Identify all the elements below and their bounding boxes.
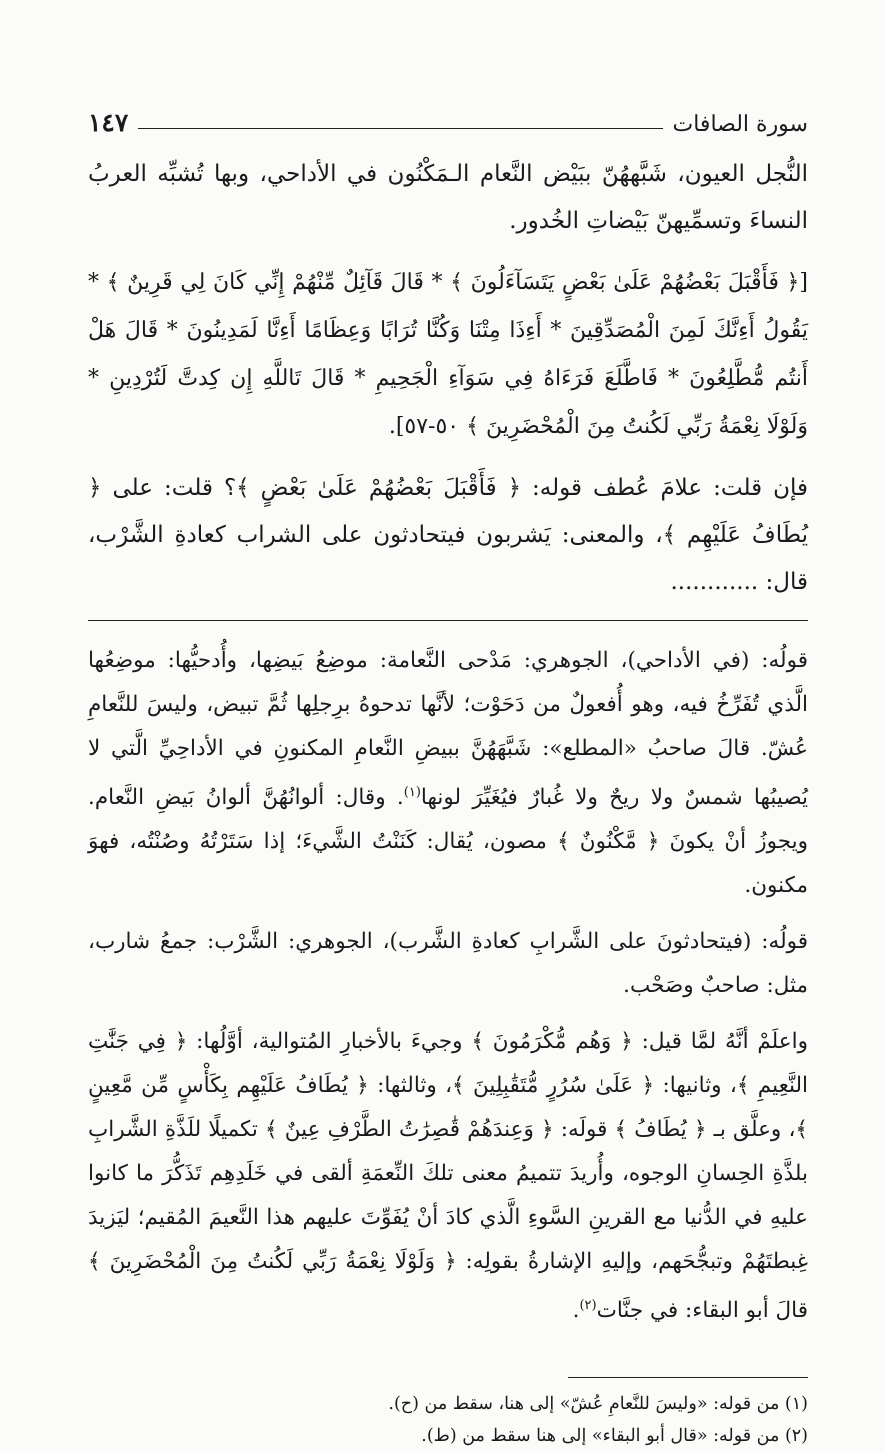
commentary-paragraph-2: قولُه: (فيتحادثونَ على الشَّرابِ كعادةِ الشَّرب)، الجوهري: الشَّرْب: جمعُ شارب، مثل: صاحبٌ وصَحْب. <box>88 929 808 999</box>
commentary-text: قولُه: (في الأداحي)، الجوهري: مَدْحى النَّعامة: موضِعُ بَيضِها، وأُدحيُّها: موضِعُها الَّذي تُفَرِّخُ فيه، وهو أُفعولٌ من دَحَوْت؛ لأنَّها تدحوهُ برِجلِها ثُمَّ تبيض، وليسَ للنَّعامِ عُشّ. قالَ صاحبُ «المطلع»: شَبَّهَهُنَّ ببيضِ النَّعامِ المكنونِ في الأداحِيِّ الَّتي لا يُصيبُها شمسٌ ولا ريحٌ ولا غُبارٌ فيُغَيِّرَ لونها <box>88 648 808 811</box>
commentary-paragraph-1 <box>88 639 808 908</box>
running-header <box>88 108 808 137</box>
footnotes <box>88 1388 808 1452</box>
commentary-text: . وقال: ألوانُهُنَّ ألوانُ بَيضِ النَّعام. ويجوزُ أنْ يكونَ ﴿ مَّكْنُونٌ ﴾ مصون، يُقال: كَنَنْتُ الشَّيءَ؛ إذا سَتَرْتُهُ وصُنْتُه، فهوَ مكنون. <box>88 785 808 899</box>
commentary-text: واعلَمْ أنَّهُ لمَّا قيل: ﴿ وَهُم مُّكْرَمُونَ ﴾ وجيءَ بالأخبارِ المُتوالية، أوَّلُها: ﴿ فِي جَنَّٰتِ النَّعِيمِ ﴾، وثانيها: ﴿ عَلَىٰ سُرُرٍ مُّتَقَٰبِلِينَ ﴾، وثالثها: ﴿ يُطَافُ عَلَيْهِم بِكَأْسٍ مِّن مَّعِينٍ ﴾، وعلَّق بـ ﴿ يُطَافُ ﴾ قولَه: ﴿ وَعِندَهُمْ قَٰصِرَٰتُ الطَّرْفِ عِينٌ ﴾ تكميلًا للَذَّةِ الشَّرابِ بلذَّةِ الحِسانِ الوجوه، وأُريدَ تتميمُ معنى تلكَ النِّعمَةِ ألقى في خَلَدِهِم تَذَكُّرَ ما كانوا عليهِ في الدُّنيا مع القرينِ السَّوءِ الَّذي كادَ أنْ يُفَوِّتَ عليهم هذا النَّعيمَ المُقيم؛ ليَزيدَ غِبطتَهُمْ وتبجُّحَهم، وإليهِ الإشارةُ بقولِه: ﴿ وَلَوْلَا نِعْمَةُ رَبِّي لَكُنتُ مِنَ الْمُحْضَرِينَ ﴾ قالَ أبو البقاء: في جنَّات <box>88 1029 808 1324</box>
footnote-mark-1: (١) <box>403 785 421 800</box>
footnote-1: (١) من قوله: «وليسَ للنَّعامِ عُشّ» إلى هنا، سقط من (ح). <box>388 1394 808 1415</box>
commentary-separator <box>88 620 808 621</box>
header-rule <box>138 128 662 129</box>
main-paragraph-1: النُّجل العيون، شَبَّههُنّ ببَيْض النَّعام الـمَكْنُون في الأداحي، وبها تُشبِّه العربُ النساءَ وتسمِّيهنّ بَيْضاتِ الخُدور. <box>88 161 808 234</box>
footnote-2: (٢) من قوله: «قال أبو البقاء» إلى هنا سقط من (ط). <box>421 1426 808 1447</box>
page-number: ١٤٧ <box>88 108 129 137</box>
quran-verses: [﴿ فَأَقْبَلَ بَعْضُهُمْ عَلَىٰ بَعْضٍ يَتَسَآءَلُونَ ﴾ * قَالَ قَآئِلٌ مِّنْهُمْ إِنِّي كَانَ لِي قَرِينٌ ﴾ * يَقُولُ أَءِنَّكَ لَمِنَ الْمُصَدِّقِينَ * أَءِذَا مِتْنَا وَكُنَّا تُرَابًا وَعِظَامًا أَءِنَّا لَمَدِينُونَ * قَالَ هَلْ أَنتُم مُّطَّلِعُونَ * فَاطَّلَعَ فَرَءَاهُ فِي سَوَآءِ الْجَحِيمِ * قَالَ تَاللَّهِ إِن كِدتَّ لَتُرْدِينِ * وَلَوْلَا نِعْمَةُ رَبِّي لَكُنتُ مِنَ الْمُحْضَرِينَ ﴾ ٥٠-٥٧]. <box>88 270 808 439</box>
main-text <box>88 151 808 606</box>
footnote-mark-2: (٢) <box>579 1298 597 1314</box>
commentary-paragraph-3 <box>88 1020 808 1333</box>
page <box>88 108 808 1452</box>
commentary-text: . <box>572 1298 580 1324</box>
footnote-separator <box>568 1377 808 1378</box>
main-paragraph-3: فإن قلت: علامَ عُطف قوله: ﴿ فَأَقْبَلَ بَعْضُهُمْ عَلَىٰ بَعْضٍ ﴾؟ قلت: على ﴿ يُطَافُ عَلَيْهِم ﴾، والمعنى: يَشربون فيتحادثون على الشراب كعادةِ الشَّرْب، قال: ............ <box>88 475 808 595</box>
surah-title: سورة الصافات <box>672 112 808 137</box>
commentary <box>88 639 808 1333</box>
